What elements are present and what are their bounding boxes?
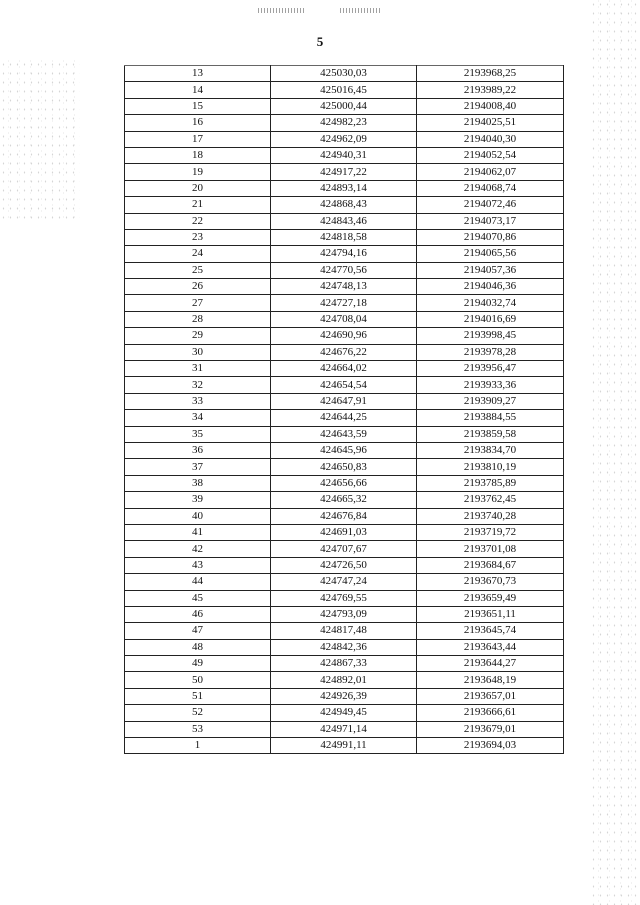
table-row bbox=[125, 508, 564, 524]
point-number-cell: 16 bbox=[125, 115, 271, 131]
point-number-cell: 1 bbox=[125, 738, 271, 754]
point-number-cell: 27 bbox=[125, 295, 271, 311]
y-coordinate-cell: 2194070,86 bbox=[417, 229, 564, 245]
x-coordinate-cell: 424794,16 bbox=[271, 246, 417, 262]
table-row bbox=[125, 361, 564, 377]
point-number-cell: 51 bbox=[125, 688, 271, 704]
point-number-cell: 24 bbox=[125, 246, 271, 262]
x-coordinate-cell: 424817,48 bbox=[271, 623, 417, 639]
point-number-cell: 31 bbox=[125, 361, 271, 377]
x-coordinate-cell: 424690,96 bbox=[271, 328, 417, 344]
point-number-cell: 41 bbox=[125, 524, 271, 540]
table-row bbox=[125, 328, 564, 344]
y-coordinate-cell: 2193643,44 bbox=[417, 639, 564, 655]
x-coordinate-cell: 424676,22 bbox=[271, 344, 417, 360]
y-coordinate-cell: 2193859,58 bbox=[417, 426, 564, 442]
x-coordinate-cell: 424676,84 bbox=[271, 508, 417, 524]
y-coordinate-cell: 2193968,25 bbox=[417, 66, 564, 82]
x-coordinate-cell: 424656,66 bbox=[271, 475, 417, 491]
x-coordinate-cell: 424842,36 bbox=[271, 639, 417, 655]
point-number-cell: 32 bbox=[125, 377, 271, 393]
point-number-cell: 38 bbox=[125, 475, 271, 491]
x-coordinate-cell: 424665,32 bbox=[271, 492, 417, 508]
point-number-cell: 37 bbox=[125, 459, 271, 475]
point-number-cell: 17 bbox=[125, 131, 271, 147]
table-row bbox=[125, 459, 564, 475]
table-row bbox=[125, 492, 564, 508]
table-row bbox=[125, 229, 564, 245]
x-coordinate-cell: 424708,04 bbox=[271, 311, 417, 327]
point-number-cell: 42 bbox=[125, 541, 271, 557]
table-row bbox=[125, 574, 564, 590]
point-number-cell: 23 bbox=[125, 229, 271, 245]
point-number-cell: 35 bbox=[125, 426, 271, 442]
table-row bbox=[125, 738, 564, 754]
x-coordinate-cell: 424940,31 bbox=[271, 147, 417, 163]
table-row bbox=[125, 164, 564, 180]
table-row bbox=[125, 623, 564, 639]
table-row bbox=[125, 705, 564, 721]
coordinates-table bbox=[124, 65, 564, 754]
x-coordinate-cell: 424868,43 bbox=[271, 197, 417, 213]
point-number-cell: 14 bbox=[125, 82, 271, 98]
table-row bbox=[125, 311, 564, 327]
x-coordinate-cell: 424727,18 bbox=[271, 295, 417, 311]
table-row bbox=[125, 82, 564, 98]
point-number-cell: 18 bbox=[125, 147, 271, 163]
y-coordinate-cell: 2193933,36 bbox=[417, 377, 564, 393]
point-number-cell: 25 bbox=[125, 262, 271, 278]
point-number-cell: 26 bbox=[125, 279, 271, 295]
y-coordinate-cell: 2193666,61 bbox=[417, 705, 564, 721]
table-row bbox=[125, 344, 564, 360]
x-coordinate-cell: 425030,03 bbox=[271, 66, 417, 82]
y-coordinate-cell: 2194040,30 bbox=[417, 131, 564, 147]
point-number-cell: 28 bbox=[125, 311, 271, 327]
x-coordinate-cell: 424645,96 bbox=[271, 442, 417, 458]
table-row bbox=[125, 442, 564, 458]
point-number-cell: 52 bbox=[125, 705, 271, 721]
y-coordinate-cell: 2193659,49 bbox=[417, 590, 564, 606]
table-row bbox=[125, 246, 564, 262]
x-coordinate-cell: 424770,56 bbox=[271, 262, 417, 278]
table-row bbox=[125, 541, 564, 557]
table-row bbox=[125, 426, 564, 442]
table-row bbox=[125, 279, 564, 295]
point-number-cell: 44 bbox=[125, 574, 271, 590]
table-row bbox=[125, 721, 564, 737]
y-coordinate-cell: 2194032,74 bbox=[417, 295, 564, 311]
x-coordinate-cell: 425016,45 bbox=[271, 82, 417, 98]
y-coordinate-cell: 2194065,56 bbox=[417, 246, 564, 262]
x-coordinate-cell: 424769,55 bbox=[271, 590, 417, 606]
y-coordinate-cell: 2193762,45 bbox=[417, 492, 564, 508]
y-coordinate-cell: 2193679,01 bbox=[417, 721, 564, 737]
point-number-cell: 43 bbox=[125, 557, 271, 573]
x-coordinate-cell: 424991,11 bbox=[271, 738, 417, 754]
x-coordinate-cell: 424893,14 bbox=[271, 180, 417, 196]
point-number-cell: 53 bbox=[125, 721, 271, 737]
x-coordinate-cell: 424747,24 bbox=[271, 574, 417, 590]
table-row bbox=[125, 115, 564, 131]
y-coordinate-cell: 2193834,70 bbox=[417, 442, 564, 458]
table-row bbox=[125, 377, 564, 393]
point-number-cell: 49 bbox=[125, 656, 271, 672]
point-number-cell: 30 bbox=[125, 344, 271, 360]
x-coordinate-cell: 424949,45 bbox=[271, 705, 417, 721]
point-number-cell: 36 bbox=[125, 442, 271, 458]
point-number-cell: 33 bbox=[125, 393, 271, 409]
table-row bbox=[125, 606, 564, 622]
x-coordinate-cell: 424843,46 bbox=[271, 213, 417, 229]
table-row bbox=[125, 688, 564, 704]
table-row bbox=[125, 180, 564, 196]
point-number-cell: 19 bbox=[125, 164, 271, 180]
y-coordinate-cell: 2193694,03 bbox=[417, 738, 564, 754]
point-number-cell: 40 bbox=[125, 508, 271, 524]
x-coordinate-cell: 424707,67 bbox=[271, 541, 417, 557]
point-number-cell: 22 bbox=[125, 213, 271, 229]
table-row bbox=[125, 524, 564, 540]
table-row bbox=[125, 393, 564, 409]
table-row bbox=[125, 197, 564, 213]
x-coordinate-cell: 424748,13 bbox=[271, 279, 417, 295]
point-number-cell: 20 bbox=[125, 180, 271, 196]
point-number-cell: 21 bbox=[125, 197, 271, 213]
point-number-cell: 15 bbox=[125, 98, 271, 114]
y-coordinate-cell: 2193989,22 bbox=[417, 82, 564, 98]
table-row bbox=[125, 656, 564, 672]
y-coordinate-cell: 2193956,47 bbox=[417, 361, 564, 377]
point-number-cell: 29 bbox=[125, 328, 271, 344]
y-coordinate-cell: 2193651,11 bbox=[417, 606, 564, 622]
y-coordinate-cell: 2193785,89 bbox=[417, 475, 564, 491]
x-coordinate-cell: 425000,44 bbox=[271, 98, 417, 114]
x-coordinate-cell: 424643,59 bbox=[271, 426, 417, 442]
x-coordinate-cell: 424691,03 bbox=[271, 524, 417, 540]
x-coordinate-cell: 424818,58 bbox=[271, 229, 417, 245]
table-row bbox=[125, 672, 564, 688]
point-number-cell: 47 bbox=[125, 623, 271, 639]
table-row bbox=[125, 295, 564, 311]
table-row bbox=[125, 475, 564, 491]
point-number-cell: 50 bbox=[125, 672, 271, 688]
y-coordinate-cell: 2194016,69 bbox=[417, 311, 564, 327]
x-coordinate-cell: 424917,22 bbox=[271, 164, 417, 180]
point-number-cell: 46 bbox=[125, 606, 271, 622]
y-coordinate-cell: 2193684,67 bbox=[417, 557, 564, 573]
table-row bbox=[125, 590, 564, 606]
y-coordinate-cell: 2194046,36 bbox=[417, 279, 564, 295]
y-coordinate-cell: 2193648,19 bbox=[417, 672, 564, 688]
scan-noise-right bbox=[590, 0, 640, 905]
y-coordinate-cell: 2193740,28 bbox=[417, 508, 564, 524]
y-coordinate-cell: 2193998,45 bbox=[417, 328, 564, 344]
y-coordinate-cell: 2193810,19 bbox=[417, 459, 564, 475]
x-coordinate-cell: 424644,25 bbox=[271, 410, 417, 426]
y-coordinate-cell: 2193719,72 bbox=[417, 524, 564, 540]
scan-noise-left bbox=[0, 60, 80, 220]
y-coordinate-cell: 2194062,07 bbox=[417, 164, 564, 180]
x-coordinate-cell: 424962,09 bbox=[271, 131, 417, 147]
x-coordinate-cell: 424793,09 bbox=[271, 606, 417, 622]
x-coordinate-cell: 424926,39 bbox=[271, 688, 417, 704]
table-row bbox=[125, 98, 564, 114]
table-row bbox=[125, 131, 564, 147]
y-coordinate-cell: 2193645,74 bbox=[417, 623, 564, 639]
table-row bbox=[125, 147, 564, 163]
y-coordinate-cell: 2193657,01 bbox=[417, 688, 564, 704]
y-coordinate-cell: 2194057,36 bbox=[417, 262, 564, 278]
table-row bbox=[125, 66, 564, 82]
y-coordinate-cell: 2193670,73 bbox=[417, 574, 564, 590]
table-row bbox=[125, 262, 564, 278]
scan-artifact-top bbox=[258, 6, 383, 16]
page-number: 5 bbox=[316, 34, 324, 49]
coordinates-table-body bbox=[125, 66, 564, 754]
y-coordinate-cell: 2194025,51 bbox=[417, 115, 564, 131]
y-coordinate-cell: 2193978,28 bbox=[417, 344, 564, 360]
y-coordinate-cell: 2193884,55 bbox=[417, 410, 564, 426]
y-coordinate-cell: 2193644,27 bbox=[417, 656, 564, 672]
point-number-cell: 39 bbox=[125, 492, 271, 508]
y-coordinate-cell: 2194052,54 bbox=[417, 147, 564, 163]
x-coordinate-cell: 424664,02 bbox=[271, 361, 417, 377]
point-number-cell: 48 bbox=[125, 639, 271, 655]
table-row bbox=[125, 213, 564, 229]
x-coordinate-cell: 424647,91 bbox=[271, 393, 417, 409]
table-row bbox=[125, 557, 564, 573]
y-coordinate-cell: 2194068,74 bbox=[417, 180, 564, 196]
point-number-cell: 45 bbox=[125, 590, 271, 606]
table-row bbox=[125, 639, 564, 655]
y-coordinate-cell: 2194073,17 bbox=[417, 213, 564, 229]
x-coordinate-cell: 424867,33 bbox=[271, 656, 417, 672]
x-coordinate-cell: 424726,50 bbox=[271, 557, 417, 573]
y-coordinate-cell: 2194072,46 bbox=[417, 197, 564, 213]
x-coordinate-cell: 424892,01 bbox=[271, 672, 417, 688]
x-coordinate-cell: 424982,23 bbox=[271, 115, 417, 131]
y-coordinate-cell: 2193909,27 bbox=[417, 393, 564, 409]
point-number-cell: 34 bbox=[125, 410, 271, 426]
point-number-cell: 13 bbox=[125, 66, 271, 82]
x-coordinate-cell: 424971,14 bbox=[271, 721, 417, 737]
x-coordinate-cell: 424654,54 bbox=[271, 377, 417, 393]
y-coordinate-cell: 2194008,40 bbox=[417, 98, 564, 114]
table-row bbox=[125, 410, 564, 426]
y-coordinate-cell: 2193701,08 bbox=[417, 541, 564, 557]
x-coordinate-cell: 424650,83 bbox=[271, 459, 417, 475]
